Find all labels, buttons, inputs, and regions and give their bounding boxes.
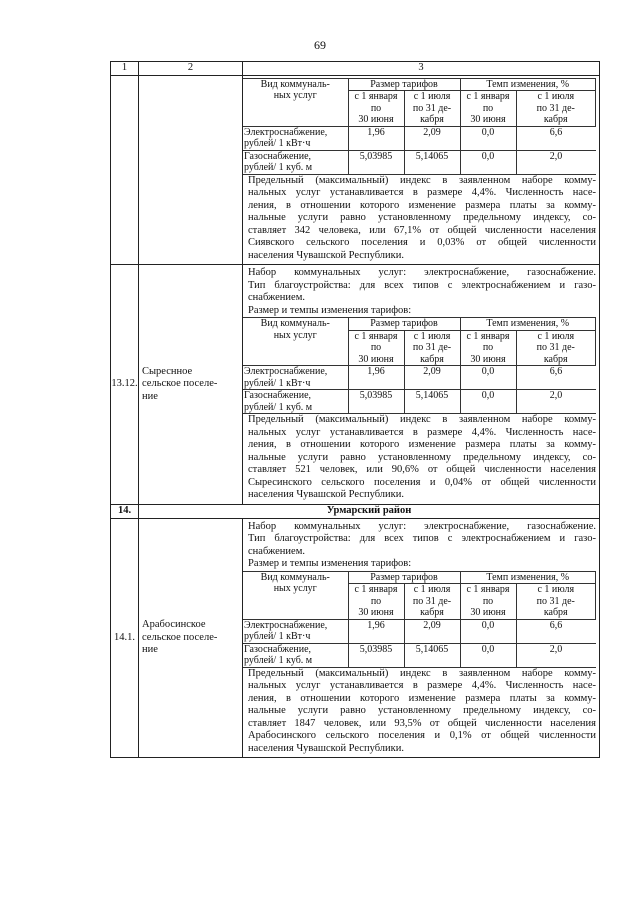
block2-limit-text	[248, 414, 596, 502]
tariff-value: 5,14065	[404, 150, 460, 174]
tariff-size-header: Размер тарифов	[348, 78, 460, 91]
tariff-kind-header	[243, 318, 348, 366]
text-line: ставляет 1847 человек, или 93,5% от общей численности населения	[248, 717, 596, 729]
cell-line: Газоснабжение,	[244, 390, 312, 401]
text-line: сельское поселе-	[142, 631, 218, 643]
cell-line: с 1 января	[466, 584, 510, 595]
text-line: нальные услуги равно установленному предельному индексу, со-	[248, 212, 596, 223]
text-line: Сыреснное	[142, 365, 193, 377]
cell-line: рублей/ 1 куб. м	[244, 401, 313, 413]
cell-line: ных услуг	[273, 329, 317, 341]
text-line: Арабосинское	[142, 619, 206, 630]
period-4	[516, 330, 596, 366]
block1-content	[243, 75, 600, 265]
cell-line: по 31 де-	[412, 595, 452, 607]
cell-line: Газоснабжение,	[244, 150, 312, 162]
period-1	[348, 584, 404, 620]
cell-line: кабря	[543, 114, 568, 125]
cell-line: рублей/ 1 кВт·ч	[244, 631, 311, 642]
text-line: Арабосинского сельского поселения и 0,1% от общей численности	[248, 730, 596, 741]
block3-num: 14.1.	[111, 518, 139, 758]
cell-line: по	[370, 102, 382, 114]
page-number: 69	[314, 38, 326, 52]
cell-line: с 1 января	[354, 330, 398, 342]
text-line: ние	[142, 390, 158, 402]
block2-name	[139, 265, 243, 505]
tariff-header-row	[243, 78, 596, 91]
text-line: Сыресинского сельского поселения и 0,04% от общей численности	[248, 476, 596, 488]
block1-limit-text	[248, 175, 596, 263]
tariff-row	[243, 390, 596, 414]
text-line: снабжением.	[248, 545, 305, 557]
period-3	[460, 91, 516, 127]
tariff-rate: 0,0	[460, 150, 516, 174]
tariff-header-row	[243, 571, 596, 584]
text-line: Набор коммунальных услуг: электроснабжение, газоснабжение.	[248, 520, 596, 532]
cell-line: по	[482, 342, 494, 353]
tariff-kind	[243, 150, 348, 174]
tariff-table-block3	[243, 571, 596, 668]
cell-line: с 1 января	[466, 330, 510, 342]
tariff-value: 5,03985	[348, 150, 404, 174]
tariff-value: 1,96	[348, 366, 404, 390]
period-4	[516, 91, 596, 127]
tariff-value: 1,96	[348, 126, 404, 150]
tariff-table-block2	[243, 317, 596, 414]
cell-line: Вид коммуналь-	[260, 318, 330, 329]
cell-line: кабря	[543, 353, 568, 365]
tariff-value: 5,14065	[404, 643, 460, 667]
period-1	[348, 91, 404, 127]
tariff-rate: 0,0	[460, 366, 516, 390]
cell-line: кабря	[420, 353, 444, 365]
cell-line: по	[370, 342, 382, 353]
text-line: ние	[142, 644, 158, 655]
cell-line: ных услуг	[273, 583, 317, 594]
text-line: Тип благоустройства: для всех типов с электроснабжением и газо-	[248, 279, 596, 291]
tariff-rate: 6,6	[516, 619, 596, 643]
tariff-size-header: Размер тарифов	[348, 571, 460, 584]
text-line: нальных услуг устанавливается в размере 4,4%. Численность насе-	[248, 187, 596, 198]
cell-line: 30 июня	[470, 353, 506, 365]
text-line: сельское поселе-	[142, 378, 218, 389]
period-1	[348, 330, 404, 366]
tariff-row	[243, 150, 596, 174]
tariff-rate-header: Темп изменения, %	[460, 318, 596, 331]
tariff-rate: 0,0	[460, 390, 516, 414]
cell-line: с 1 июля	[537, 91, 575, 102]
header-col2: 2	[139, 62, 243, 76]
cell-line: с 1 июля	[413, 330, 451, 342]
cell-line: 30 июня	[358, 114, 394, 125]
text-line: снабжением.	[248, 292, 305, 303]
text-line: населения Чувашской Республики.	[248, 742, 404, 754]
tariff-value: 5,03985	[348, 643, 404, 667]
tariff-value: 5,03985	[348, 390, 404, 414]
tariff-header-row	[243, 318, 596, 331]
text-line: Сиявского сельского поселения и 0,03% от общей численности	[248, 237, 596, 248]
tariff-table	[243, 317, 596, 414]
tariff-kind	[243, 619, 348, 643]
tariff-kind	[243, 390, 348, 414]
tariff-rate-header: Темп изменения, %	[460, 78, 596, 91]
tariff-rate: 6,6	[516, 126, 596, 150]
tariff-kind	[243, 366, 348, 390]
block1-num	[111, 75, 139, 265]
cell-line: рублей/ 1 кВт·ч	[244, 138, 311, 149]
tariff-rate: 2,0	[516, 390, 596, 414]
region-name: Урмарский район	[139, 504, 600, 518]
tariff-value: 2,09	[404, 126, 460, 150]
cell-line: по	[370, 595, 382, 607]
tariff-row	[243, 126, 596, 150]
cell-line: по	[482, 595, 494, 607]
period-4	[516, 584, 596, 620]
cell-line: рублей/ 1 куб. м	[244, 655, 313, 666]
block1-name	[139, 75, 243, 265]
cell-line: рублей/ 1 куб. м	[244, 162, 313, 173]
period-3	[460, 330, 516, 366]
cell-line: Электроснабжение,	[244, 366, 328, 377]
text-line: нальных услуг устанавливается в размере 4,4%. Численность насе-	[248, 426, 596, 438]
tariff-rate: 2,0	[516, 150, 596, 174]
block3-name	[139, 518, 243, 758]
cell-line: Вид коммуналь-	[260, 571, 330, 583]
tariff-row	[243, 643, 596, 667]
cell-line: кабря	[420, 114, 444, 125]
text-line: Размер и темпы изменения тарифов:	[248, 558, 412, 569]
period-2	[404, 91, 460, 127]
cell-line: кабря	[420, 607, 444, 618]
region-row	[111, 504, 600, 518]
cell-line: Газоснабжение,	[244, 643, 312, 655]
cell-line: с 1 июля	[537, 330, 575, 342]
tariff-rate: 0,0	[460, 619, 516, 643]
tariff-rate: 2,0	[516, 643, 596, 667]
cell-line: по 31 де-	[536, 102, 575, 114]
text-line: Размер и темпы изменения тарифов:	[248, 304, 412, 316]
cell-line: с 1 июля	[413, 584, 451, 595]
cell-line: 30 июня	[358, 353, 394, 365]
period-3	[460, 584, 516, 620]
cell-line: с 1 июля	[413, 91, 451, 102]
cell-line: Электроснабжение,	[244, 126, 328, 138]
table-row-block2	[111, 265, 600, 505]
text-line: населения Чувашской Республики.	[248, 489, 404, 500]
text-line: Тип благоустройства: для всех типов с электроснабжением и газо-	[248, 533, 596, 544]
tariff-value: 2,09	[404, 366, 460, 390]
text-line: ления, в отношении которого изменение размера платы за комму-	[248, 439, 596, 450]
cell-line: по 31 де-	[412, 102, 452, 114]
tariff-rate-header: Темп изменения, %	[460, 571, 596, 584]
cell-line: по 31 де-	[536, 342, 575, 353]
cell-line: по 31 де-	[536, 595, 575, 607]
tariff-kind-header	[243, 571, 348, 619]
text-line: ления, в отношении которого изменение размера платы за комму-	[248, 692, 596, 704]
block2-content	[243, 265, 600, 505]
tariff-rate: 0,0	[460, 643, 516, 667]
block2-intro	[248, 267, 596, 317]
text-line: Набор коммунальных услуг: электроснабжение, газоснабжение.	[248, 267, 596, 278]
tariff-rate: 6,6	[516, 366, 596, 390]
table-row-block3	[111, 518, 600, 758]
cell-line: кабря	[543, 607, 568, 618]
text-line: нальных услуг устанавливается в размере 4,4%. Численность насе-	[248, 680, 596, 691]
tariff-kind-header	[243, 78, 348, 126]
block3-intro	[248, 521, 596, 571]
tariff-value: 1,96	[348, 619, 404, 643]
cell-line: с 1 января	[354, 584, 398, 595]
region-num: 14.	[111, 504, 139, 518]
text-line: ставляет 521 человек, или 90,6% от общей численности населения	[248, 464, 596, 475]
table-row-block1	[111, 75, 600, 265]
tariff-rate: 0,0	[460, 126, 516, 150]
text-line: населения Чувашской Республики.	[248, 249, 404, 261]
block2-num: 13.12.	[111, 265, 139, 505]
cell-line: рублей/ 1 кВт·ч	[244, 377, 311, 389]
text-line: Предельный (максимальный) индекс в заявленном наборе комму-	[248, 667, 596, 679]
text-line: нальные услуги равно установленному предельному индексу, со-	[248, 705, 596, 716]
tariff-row	[243, 619, 596, 643]
text-line: нальные услуги равно установленному предельному индексу, со-	[248, 451, 596, 463]
cell-line: по	[482, 102, 494, 114]
cell-line: Вид коммуналь-	[260, 78, 330, 90]
block3-content	[243, 518, 600, 758]
tariff-size-header: Размер тарифов	[348, 318, 460, 331]
cell-line: по 31 де-	[412, 342, 452, 353]
period-2	[404, 584, 460, 620]
header-col1: 1	[111, 62, 139, 76]
tariff-table	[243, 78, 596, 175]
cell-line: 30 июня	[358, 607, 394, 618]
text-line: Предельный (максимальный) индекс в заявленном наборе комму-	[248, 174, 596, 186]
cell-line: 30 июня	[470, 114, 506, 125]
cell-line: с 1 января	[466, 91, 510, 102]
tariff-value: 5,14065	[404, 390, 460, 414]
tariff-kind	[243, 126, 348, 150]
cell-line: 30 июня	[470, 607, 506, 618]
text-line: ления, в отношении которого изменение размера платы за комму-	[248, 199, 596, 211]
cell-line: с 1 июля	[537, 584, 575, 595]
cell-line: ных услуг	[273, 90, 317, 101]
tariff-value: 2,09	[404, 619, 460, 643]
header-row	[111, 62, 600, 76]
tariff-kind	[243, 643, 348, 667]
text-line: Предельный (максимальный) индекс в заявленном наборе комму-	[248, 414, 596, 425]
tariff-table-block1	[243, 78, 596, 175]
cell-line: Электроснабжение,	[244, 619, 328, 631]
period-2	[404, 330, 460, 366]
block3-limit-text	[248, 668, 596, 756]
text-line: ставляет 342 человека, или 67,1% от общей численности населения	[248, 224, 596, 236]
tariff-table	[243, 571, 596, 668]
main-table	[110, 61, 600, 758]
header-col3: 3	[243, 62, 600, 76]
cell-line: с 1 января	[354, 91, 398, 102]
tariff-row	[243, 366, 596, 390]
